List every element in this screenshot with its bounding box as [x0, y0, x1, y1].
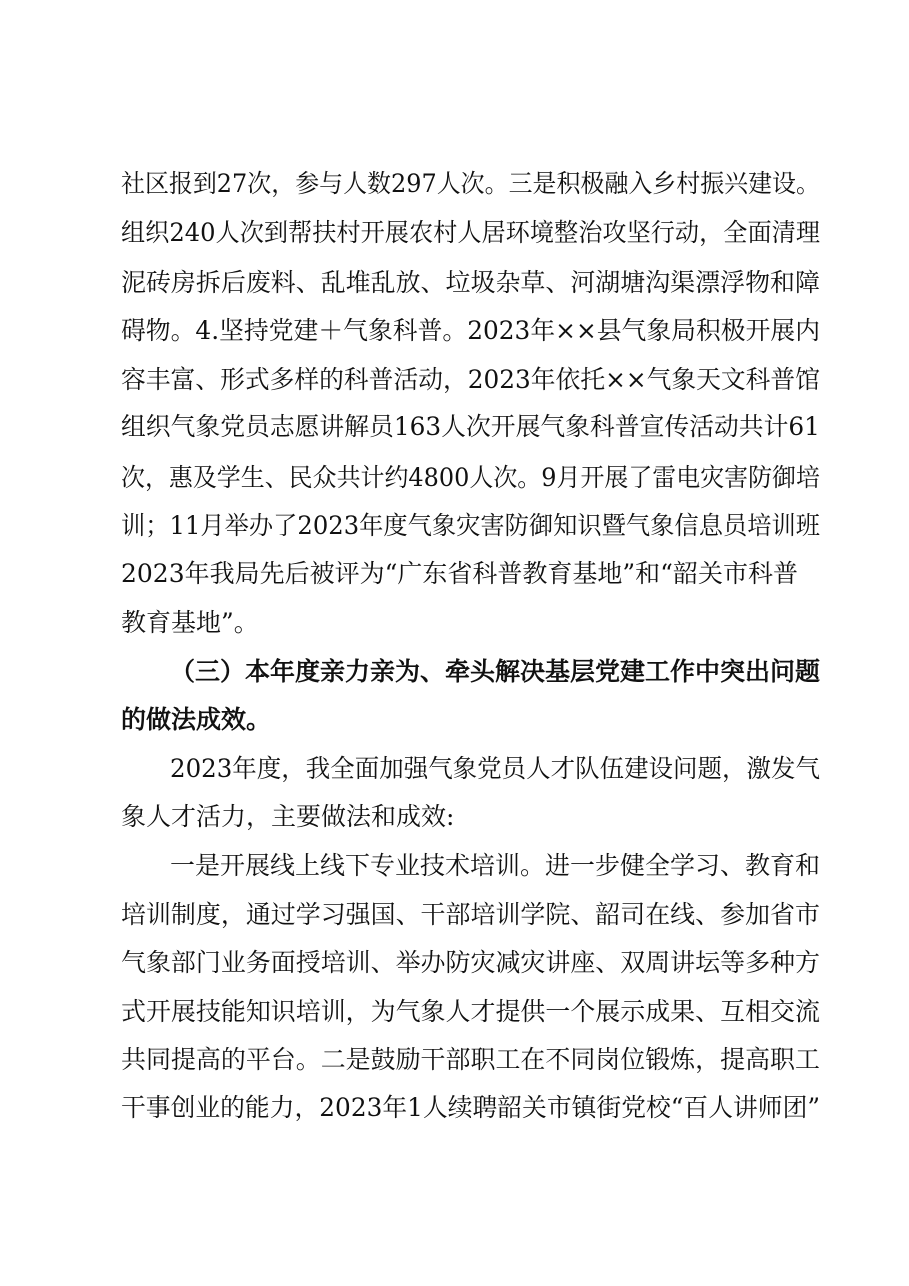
text-line: [0, 1085, 909, 1131]
section-heading-line: [0, 697, 909, 743]
line-text: 2023年我局先后被评为“广东省科普教育基地”和“韶关市科普: [121, 559, 798, 588]
text-line: [0, 503, 909, 549]
line-text: 泥砖房拆后废料、乱堆乱放、垃圾杂草、河湖塘沟渠漂浮物和障: [121, 268, 820, 297]
line-text: 教育基地”。: [121, 608, 259, 637]
line-text: 组织240人次到帮扶村开展农村人居环境整治攻坚行动，全面清理: [121, 218, 821, 247]
section-heading-text: （三）本年度亲力亲为、牵头解决基层党建工作中突出问题: [170, 657, 821, 686]
text-line: [0, 161, 909, 207]
text-line: [0, 794, 909, 840]
line-text: 次，惠及学生、民众共计约4800人次。9月开展了雷电灾害防御培: [121, 463, 820, 492]
line-text: 式开展技能知识培训，为气象人才提供一个展示成果、互相交流: [121, 997, 820, 1026]
text-line: [0, 210, 909, 256]
line-text: 气象部门业务面授培训、举办防灾减灾讲座、双周讲坛等多种方: [121, 948, 820, 977]
line-text: 干事创业的能力，2023年1人续聘韶关市镇街党校“百人讲师团”: [121, 1093, 821, 1122]
line-text: 社区报到27次，参与人数297人次。三是积极融入乡村振兴建设。: [121, 169, 820, 198]
section-heading-line: [0, 649, 909, 695]
line-text: 组织气象党员志愿讲解员163人次开展气象科普宣传活动共计61: [121, 412, 820, 441]
text-line: [0, 843, 909, 889]
text-line: [0, 260, 909, 306]
line-text: 碍物。4.坚持党建＋气象科普。2023年××县气象局积极开展内: [121, 316, 821, 345]
text-line: [0, 746, 909, 792]
section-heading-text: 的做法成效。: [121, 705, 272, 734]
line-text: 象人才活力，主要做法和成效:: [121, 802, 455, 831]
text-line: [0, 1037, 909, 1083]
line-text: 2023年度，我全面加强气象党员人才队伍建设问题，激发气: [170, 754, 820, 783]
line-text: 培训制度，通过学习强国、干部培训学院、韶司在线、参加省市: [121, 900, 820, 929]
text-line: [0, 551, 909, 597]
line-text: 一是开展线上线下专业技术培训。进一步健全学习、教育和: [170, 851, 821, 880]
text-line: [0, 989, 909, 1035]
text-line: [0, 940, 909, 986]
text-line: [0, 357, 909, 403]
text-line: [0, 404, 909, 450]
line-text: 共同提高的平台。二是鼓励干部职工在不同岗位锻炼，提高职工: [121, 1045, 820, 1074]
text-line: [0, 892, 909, 938]
line-text: 容丰富、形式多样的科普活动，2023年依托××气象天文科普馆: [121, 365, 820, 394]
line-text: 训；11月举办了2023年度气象灾害防御知识暨气象信息员培训班: [121, 511, 820, 540]
text-line: [0, 600, 909, 646]
text-line: [0, 308, 909, 354]
text-line: [0, 455, 909, 501]
